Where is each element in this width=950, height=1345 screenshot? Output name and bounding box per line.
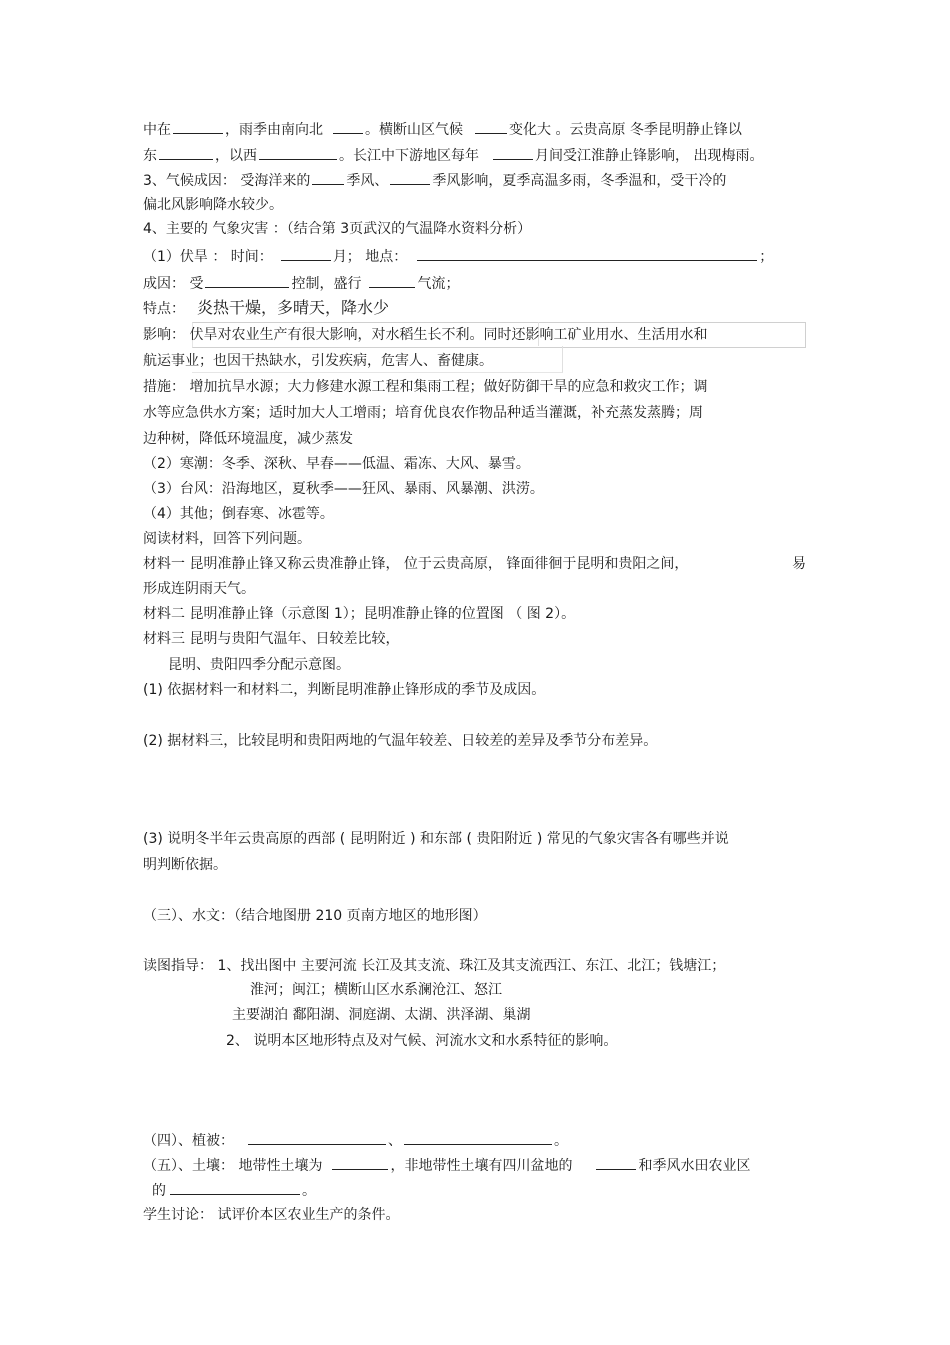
blank[interactable]	[404, 1130, 552, 1145]
line-10: 航运事业；也因干热缺水，引发疾病，危害人、畜健康。	[143, 353, 493, 369]
line-3: 3、气候成因： 受海洋来的 季风、 季风影响，夏季高温多雨，冬季温和，受干冷的	[143, 170, 726, 191]
section-hydrology: （三）、水文：（结合地图册 210 页南方地区的地形图）	[143, 908, 487, 924]
line-5: 4、主要的 气象灾害 ：（结合第 3页武汉的气温降水资料分析）	[143, 221, 532, 237]
line-18-end: 易	[792, 556, 806, 572]
line-14: （2）寒潮：冬季、深秋、早春——低温、霜冻、大风、暴雪。	[143, 456, 530, 472]
section-soil-cont: 的 。	[152, 1180, 316, 1201]
student-discussion: 学生讨论： 试评价本区农业生产的条件。	[143, 1207, 400, 1223]
map-guide-lakes: 主要湖泊 鄱阳湖、洞庭湖、太湖、洪泽湖、巢湖	[232, 1007, 531, 1023]
blank[interactable]	[493, 145, 533, 160]
map-guide-1: 读图指导： 1、找出图中 主要河流 长江及其支流、珠江及其支流西江、东江、北江；钱塘江；	[143, 958, 726, 974]
blank[interactable]	[173, 119, 223, 134]
blank[interactable]	[248, 1130, 386, 1145]
line-6: （1）伏旱 ： 时间： 月； 地点： ；	[143, 246, 773, 267]
line-13: 边种树，降低环境温度，减少蒸发	[143, 431, 353, 447]
line-19: 形成连阴雨天气。	[143, 581, 255, 597]
section-soil: （五）、土壤： 地带性土壤为 ，非地带性土壤有四川盆地的 和季风水田农业区	[143, 1155, 750, 1176]
map-guide-rivers: 淮河；闽江；横断山区水系澜沧江、怒江	[250, 982, 502, 998]
blank[interactable]	[417, 246, 757, 261]
line-4: 偏北风影响降水较少。	[143, 197, 283, 213]
question-1: (1) 依据材料一和材料二，判断昆明准静止锋形成的季节及成因。	[143, 682, 546, 698]
line-2: 东 ，以西 。长江中下游地区每年 月间受江淮静止锋影响， 出现梅雨。	[143, 145, 763, 166]
blank[interactable]	[475, 119, 507, 134]
blank[interactable]	[333, 119, 363, 134]
blank[interactable]	[369, 273, 415, 288]
blank[interactable]	[281, 246, 331, 261]
line-16: （4）其他；倒春寒、冰雹等。	[143, 506, 334, 522]
blank[interactable]	[312, 170, 344, 185]
line-17: 阅读材料，回答下列问题。	[143, 531, 311, 547]
question-3: (3) 说明冬半年云贵高原的西部 ( 昆明附近 ) 和东部 ( 贵阳附近 ) 常见的气象灾害各有哪些并说	[143, 831, 729, 847]
question-2: (2) 据材料三，比较昆明和贵阳两地的气温年较差、日较差的差异及季节分布差异。	[143, 733, 658, 749]
blank[interactable]	[205, 273, 289, 288]
line-7: 成因： 受 控制，盛行 气流；	[143, 273, 459, 294]
line-8: 特点： 炎热干燥，多晴天，降水少	[143, 298, 390, 317]
blank[interactable]	[170, 1180, 300, 1195]
map-guide-2: 2、 说明本区地形特点及对气候、河流水文和水系特征的影响。	[226, 1033, 618, 1049]
question-3-cont: 明判断依据。	[143, 857, 227, 873]
line-11: 措施： 增加抗旱水源；大力修建水源工程和集雨工程；做好防御干旱的应急和救灾工作；调	[143, 379, 708, 395]
blank[interactable]	[390, 170, 430, 185]
line-21: 材料三 昆明与贵阳气温年、日较差比较，	[143, 631, 400, 647]
line-15: （3）台风：沿海地区，夏秋季——狂风、暴雨、风暴潮、洪涝。	[143, 481, 544, 497]
line-12: 水等应急供水方案；适时加大人工增雨；培育优良农作物品种适当灌溉，补充蒸发蒸腾；周	[143, 405, 703, 421]
blank[interactable]	[259, 145, 337, 160]
line-9: 影响： 伏旱对农业生产有很大影响，对水稻生长不利。同时还影响工矿业用水、生活用水和	[143, 327, 708, 343]
line-20: 材料二 昆明准静止锋（示意图 1）；昆明准静止锋的位置图 （ 图 2）。	[143, 606, 576, 622]
line-22: 昆明、贵阳四季分配示意图。	[168, 657, 350, 673]
blank[interactable]	[332, 1155, 388, 1170]
blank[interactable]	[159, 145, 213, 160]
line-18: 材料一 昆明准静止锋又称云贵准静止锋， 位于云贵高原， 锋面徘徊于昆明和贵阳之间，	[143, 556, 689, 572]
blank[interactable]	[596, 1155, 636, 1170]
line-1: 中在 ，雨季由南向北 。横断山区气候 变化大 。云贵高原 冬季昆明静止锋以	[143, 119, 742, 140]
section-vegetation: （四）、植被： 、 。	[143, 1130, 568, 1151]
